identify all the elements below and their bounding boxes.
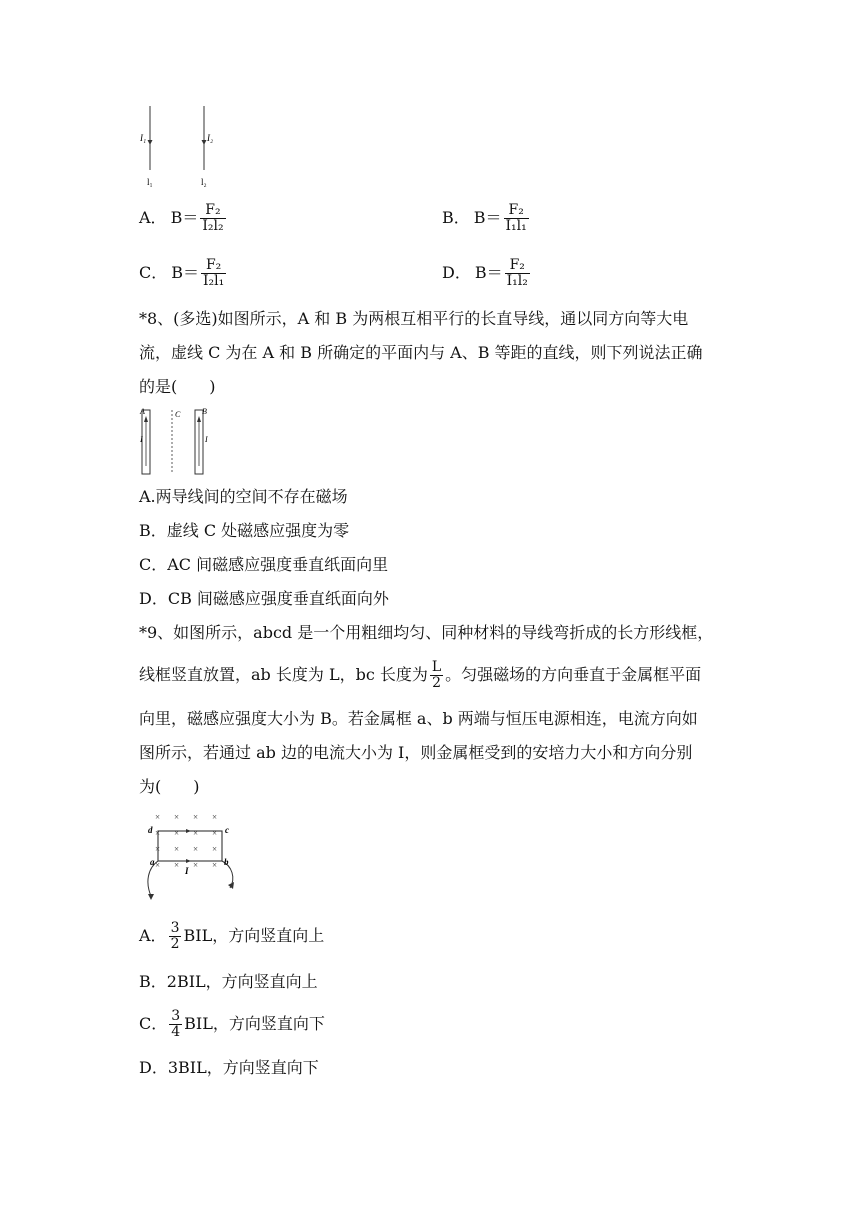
label-b: B (202, 407, 207, 416)
label-d: d (148, 825, 153, 835)
field-cross-mark: × (212, 812, 218, 822)
label-l2: l₂ (201, 177, 207, 187)
q9-stem-line2: 线框竖直放置，ab 长度为 L，bc 长度为 $\frac{L}{2}$ 。匀强磁场的方向垂直于金属框平面 (139, 659, 702, 691)
label-a: A (140, 407, 145, 416)
field-cross-mark: × (212, 828, 218, 838)
q9-stem-line5: 为( ) (139, 777, 200, 796)
label-current-a: I (140, 435, 143, 444)
parallel-wires-figure (138, 406, 218, 478)
q9-option-c[interactable]: C． $\frac{3}{4}$ BIL，方向竖直向下 (139, 1008, 325, 1040)
fraction-l-over-2: $\frac{L}{2}$ (431, 659, 442, 691)
q7-option-a[interactable]: A． B＝ $\frac{\text{F₂}}{\text{I₂l₂}}$ (139, 202, 224, 234)
fraction: $\frac{\text{F₂}}{\text{I₂l₁}}$ (203, 257, 225, 289)
q7-option-c[interactable]: C． B＝ $\frac{\text{F₂}}{\text{I₂l₁}}$ (139, 257, 225, 289)
field-cross-mark: × (155, 828, 161, 838)
q8-stem-line2: 流，虚线 C 为在 A 和 B 所确定的平面内与 A、B 等距的直线，则下列说法正确 (139, 343, 703, 362)
field-cross-mark: × (212, 844, 218, 854)
label-a: a (150, 857, 155, 867)
field-cross-mark: × (174, 812, 180, 822)
field-cross-mark: × (174, 844, 180, 854)
fraction: $\frac{3}{4}$ (171, 1008, 181, 1040)
q9-option-a[interactable]: A． $\frac{3}{2}$ BIL，方向竖直向上 (139, 920, 325, 952)
field-cross-mark: × (155, 860, 161, 870)
field-cross-mark: × (193, 812, 199, 822)
fraction: $\frac{\text{F₂}}{\text{I₁l₂}}$ (506, 257, 528, 289)
fraction: $\frac{\text{F₂}}{\text{I₁l₁}}$ (505, 202, 527, 234)
q9-stem-line1: *9、如图所示，abcd 是一个用粗细均匀、同种材料的导线弯折成的长方形线框， (139, 623, 714, 642)
label-current: I (185, 866, 189, 876)
label-i2: I₂ (207, 133, 214, 143)
q9-option-d[interactable]: D．3BIL，方向竖直向下 (139, 1058, 319, 1077)
label-b: b (224, 857, 229, 867)
label-i1: I₁ (140, 133, 147, 143)
q9-option-b[interactable]: B．2BIL，方向竖直向上 (139, 972, 318, 991)
q8-option-a[interactable]: A.两导线间的空间不存在磁场 (139, 487, 348, 506)
field-cross-mark: × (193, 844, 199, 854)
wires-figure (138, 104, 228, 188)
fraction: $\frac{\text{F₂}}{\text{I₂l₂}}$ (202, 202, 224, 234)
q7-option-b[interactable]: B． B＝ $\frac{\text{F₂}}{\text{I₁l₁}}$ (442, 202, 527, 234)
label-current-b: I (205, 435, 208, 444)
field-cross-mark: × (174, 860, 180, 870)
label-c: c (225, 825, 229, 835)
field-cross-mark: × (155, 844, 161, 854)
q8-option-d[interactable]: D．CB 间磁感应强度垂直纸面向外 (139, 589, 389, 608)
field-cross-mark: × (155, 812, 161, 822)
frame-field-figure (142, 810, 242, 902)
label-c: C (175, 410, 181, 419)
q8-stem-line1: *8、(多选)如图所示，A 和 B 为两根互相平行的长直导线，通以同方向等大电 (139, 309, 689, 328)
fraction: $\frac{3}{2}$ (170, 920, 180, 952)
field-cross-mark: × (212, 860, 218, 870)
field-cross-mark: × (174, 828, 180, 838)
q8-option-c[interactable]: C．AC 间磁感应强度垂直纸面向里 (139, 555, 389, 574)
field-cross-mark: × (193, 828, 199, 838)
q9-stem-line3: 向里，磁感应强度大小为 B。若金属框 a、b 两端与恒压电源相连，电流方向如 (139, 709, 698, 728)
q8-option-b[interactable]: B．虚线 C 处磁感应强度为零 (139, 521, 350, 540)
q8-stem-line3: 的是( ) (139, 377, 216, 396)
label-l1: l₁ (147, 177, 153, 187)
field-cross-mark: × (193, 860, 199, 870)
q7-option-d[interactable]: D． B＝ $\frac{\text{F₂}}{\text{I₁l₂}}$ (442, 257, 528, 289)
q9-stem-line4: 图所示，若通过 ab 边的电流大小为 I，则金属框受到的安培力大小和方向分别 (139, 743, 693, 762)
